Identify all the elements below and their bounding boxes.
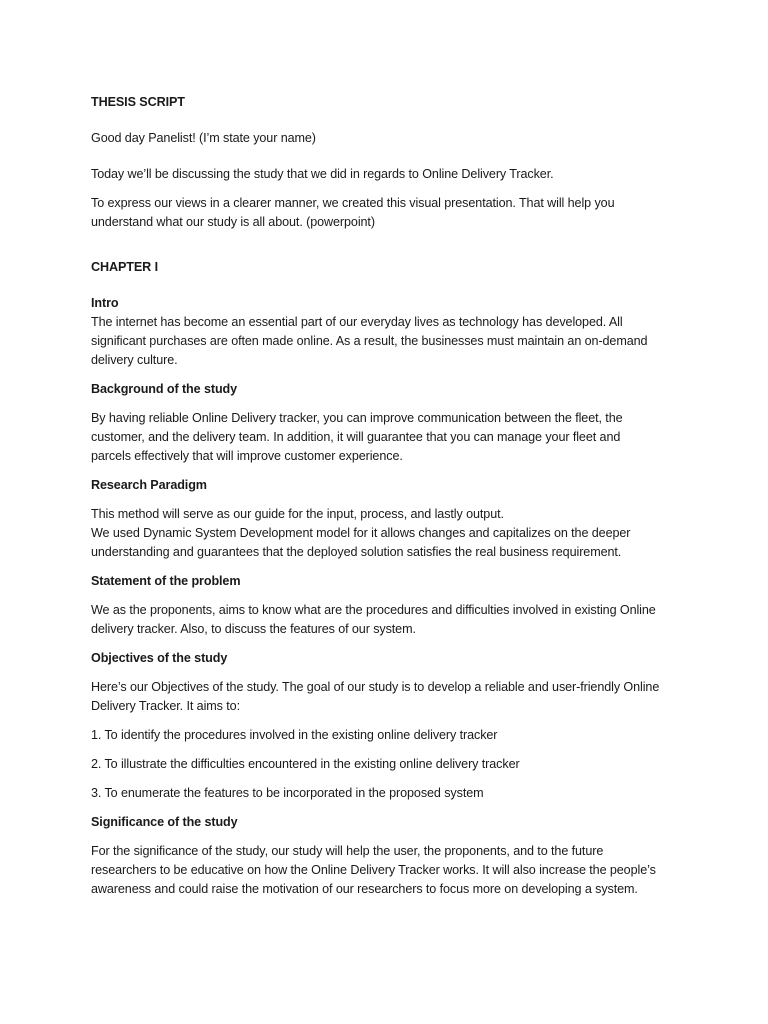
document-body — [91, 93, 691, 909]
section-heading-problem: Statement of the problem — [91, 574, 241, 588]
paragraph-line: customer, and the delivery team. In addition, it will guarantee that you can manage your fleet and — [91, 430, 621, 444]
paragraph-line: Here’s our Objectives of the study. The goal of our study is to develop a reliable and user-friendly Online — [91, 680, 660, 694]
objectives-paragraph — [91, 678, 691, 716]
paragraph-line: awareness and could raise the motivation of our researchers to focus more on developing a system. — [91, 882, 638, 896]
section-heading-paradigm: Research Paradigm — [91, 478, 207, 492]
objective-item-1: 1. To identify the procedures involved in the existing online delivery tracker — [91, 728, 498, 742]
greeting-paragraph: Good day Panelist! (I’m state your name) — [91, 131, 316, 145]
document-title: THESIS SCRIPT — [91, 95, 185, 109]
background-paragraph — [91, 409, 691, 466]
paragraph-line: parcels effectively that will improve customer experience. — [91, 449, 403, 463]
paragraph-line: delivery culture. — [91, 353, 178, 367]
paradigm-paragraph — [91, 505, 691, 562]
paragraph-line: The internet has become an essential part of our everyday lives as technology has developed. All — [91, 315, 623, 329]
paragraph-line: We as the proponents, aims to know what are the procedures and difficulties involved in existing Online — [91, 603, 656, 617]
paragraph-line: understanding and guarantees that the deployed solution satisfies the real business requirement. — [91, 545, 622, 559]
objective-item-2: 2. To illustrate the difficulties encountered in the existing online delivery tracker — [91, 757, 520, 771]
paragraph-line: By having reliable Online Delivery tracker, you can improve communication between the fleet, the — [91, 411, 623, 425]
intro-paragraph-2 — [91, 194, 691, 232]
paragraph-line: delivery tracker. Also, to discuss the features of our system. — [91, 622, 416, 636]
paragraph-line: We used Dynamic System Development model for it allows changes and capitalizes on the deeper — [91, 526, 631, 540]
paragraph-line: For the significance of the study, our study will help the user, the proponents, and to the future — [91, 844, 604, 858]
section-heading-significance: Significance of the study — [91, 815, 238, 829]
paragraph-line: understand what our study is all about. (powerpoint) — [91, 215, 375, 229]
section-heading-objectives: Objectives of the study — [91, 651, 228, 665]
chapter-heading: CHAPTER I — [91, 260, 158, 274]
objective-item-3: 3. To enumerate the features to be incorporated in the proposed system — [91, 786, 484, 800]
paragraph-line: Delivery Tracker. It aims to: — [91, 699, 240, 713]
problem-paragraph — [91, 601, 691, 639]
intro-section-paragraph — [91, 313, 691, 370]
section-heading-intro: Intro — [91, 296, 119, 310]
paragraph-line: To express our views in a clearer manner, we created this visual presentation. That will help you — [91, 196, 615, 210]
paragraph-line: This method will serve as our guide for the input, process, and lastly output. — [91, 507, 504, 521]
significance-paragraph — [91, 842, 691, 899]
intro-paragraph-1: Today we’ll be discussing the study that we did in regards to Online Delivery Tracker. — [91, 167, 554, 181]
paragraph-line: significant purchases are often made online. As a result, the businesses must maintain an on-demand — [91, 334, 648, 348]
section-heading-background: Background of the study — [91, 382, 238, 396]
paragraph-line: researchers to be educative on how the Online Delivery Tracker works. It will also increase the people’s — [91, 863, 656, 877]
